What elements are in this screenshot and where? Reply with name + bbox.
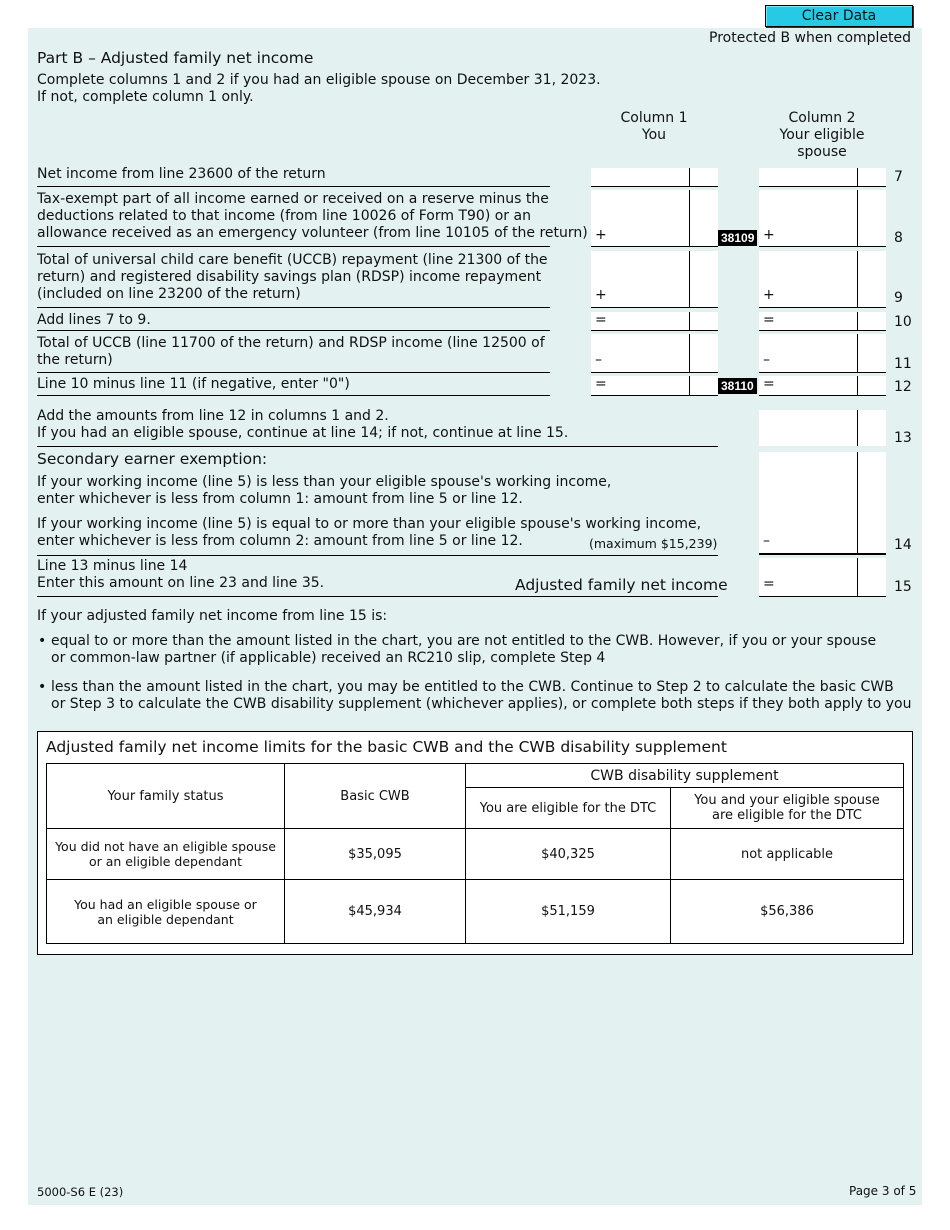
line-12-text: Line 10 minus line 11 (if negative, enter "0")	[37, 376, 350, 392]
row-2-status-line-2: an eligible dependant	[97, 911, 234, 927]
line-8-text-3: allowance received as an emergency volunteer (from line 10105 of the return)	[37, 225, 588, 241]
page-number: Page 3 of 5	[849, 1184, 917, 1198]
line-7-col2-input[interactable]	[759, 168, 886, 186]
header-dtc-both-line-1: You and your eligible spouse	[694, 793, 880, 808]
column-1-subtitle: You	[641, 127, 667, 143]
line-14-para-2a: If your working income (line 5) is equal to or more than your eligible spouse's working income,	[37, 516, 702, 532]
form-number: 5000-S6 E (23)	[37, 1185, 124, 1199]
table-row	[47, 880, 904, 944]
row-1-status-line-1: You did not have an eligible spouse	[55, 839, 276, 854]
intro-line-2: If not, complete column 1 only.	[37, 89, 254, 105]
bullet-1: •	[38, 633, 47, 649]
line-8-number: 8	[894, 230, 903, 246]
line-14-number: 14	[894, 537, 912, 553]
line-12-code: 38110	[718, 378, 757, 394]
row-2-basic: $45,934	[285, 880, 466, 944]
line-10-number: 10	[894, 314, 912, 330]
header-dtc-you: You are eligible for the DTC	[466, 788, 671, 829]
line-12-col1-input[interactable]	[591, 376, 718, 395]
line-15-symbol: =	[763, 576, 775, 592]
row-1-status-line-2: or an eligible dependant	[88, 854, 243, 869]
line-12-col2-symbol: =	[763, 376, 775, 392]
line-14-para-1a: If your working income (line 5) is less than your eligible spouse's working income,	[37, 474, 612, 490]
line-10-col1-symbol: =	[595, 312, 607, 328]
row-1-dtc-you: $40,325	[466, 829, 671, 880]
row-1-basic: $35,095	[285, 829, 466, 880]
line-9-text-2: return) and registered disability savings plan (RDSP) income repayment	[37, 269, 542, 285]
line-8-col2-symbol: +	[763, 227, 775, 243]
line-9-text-3: (included on line 23200 of the return)	[37, 286, 301, 302]
line-10-col2-symbol: =	[763, 312, 775, 328]
header-dtc-both-line-2: are eligible for the DTC	[712, 808, 862, 823]
line-11-col2-input[interactable]	[759, 334, 886, 372]
line-9-col2-input[interactable]	[759, 251, 886, 307]
line-10-text: Add lines 7 to 9.	[37, 312, 151, 328]
line-12-col2-input[interactable]	[759, 376, 886, 395]
line-14-symbol: –	[763, 533, 770, 549]
line-9-col1-symbol: +	[595, 287, 607, 303]
line-10-col2-input[interactable]	[759, 312, 886, 330]
line-13-text-2: If you had an eligible spouse, continue at line 14; if not, continue at line 15.	[37, 425, 569, 441]
line-12-col1-symbol: =	[595, 376, 607, 392]
line-14-para-1b: enter whichever is less from column 1: amount from line 5 or line 12.	[37, 491, 523, 507]
line-15-label: Adjusted family net income	[515, 576, 728, 594]
line-9-number: 9	[894, 290, 903, 306]
line-11-text-2: the return)	[37, 352, 113, 368]
line-14-input[interactable]	[759, 452, 886, 553]
bullet-1-line-2: or common-law partner (if applicable) received an RC210 slip, complete Step 4	[51, 650, 606, 666]
line-15-number: 15	[894, 579, 912, 595]
column-2-subtitle-2: spouse	[797, 144, 847, 160]
line-9-col2-symbol: +	[763, 287, 775, 303]
line-7-text: Net income from line 23600 of the return	[37, 166, 326, 182]
line-7-number: 7	[894, 169, 903, 185]
table-row	[47, 829, 904, 880]
clear-data-button[interactable]: Clear Data	[765, 5, 913, 27]
line-9-text-1: Total of universal child care benefit (UCCB) repayment (line 21300 of the	[37, 252, 548, 268]
column-1-title: Column 1	[620, 110, 688, 126]
part-title: Part B – Adjusted family net income	[37, 49, 314, 67]
line-8-col2-input[interactable]	[759, 190, 886, 246]
line-11-col1-input[interactable]	[591, 334, 718, 372]
row-2-dtc-you: $51,159	[466, 880, 671, 944]
bullet-2-line-1: less than the amount listed in the chart, you may be entitled to the CWB. Continue to Step 2 to calculate the basic CWB	[51, 679, 894, 695]
line-14-maximum: (maximum $15,239)	[589, 536, 718, 551]
line-7-col1-input[interactable]	[591, 168, 718, 186]
line-14-para-2b: enter whichever is less from column 2: amount from line 5 or line 12.	[37, 533, 523, 549]
row-1-dtc-both: not applicable	[671, 829, 904, 880]
line-9-col1-input[interactable]	[591, 251, 718, 307]
bullet-2: •	[38, 679, 47, 695]
line-8-code: 38109	[718, 230, 757, 246]
bullet-1-line-1: equal to or more than the amount listed in the chart, you are not entitled to the CWB. However, if you or your spouse	[51, 633, 877, 649]
line-13-text-1: Add the amounts from line 12 in columns 1 and 2.	[37, 408, 389, 424]
line-12-number: 12	[894, 379, 912, 395]
header-disability-supplement: CWB disability supplement	[466, 764, 904, 788]
row-2-dtc-both: $56,386	[671, 880, 904, 944]
line-10-col1-input[interactable]	[591, 312, 718, 330]
line-15-text-1: Line 13 minus line 14	[37, 558, 188, 574]
line-14-heading: Secondary earner exemption:	[37, 450, 268, 468]
row-1-status	[47, 829, 285, 880]
line-13-input[interactable]	[759, 410, 886, 446]
line-8-text-2: deductions related to that income (from line 10026 of Form T90) or an	[37, 208, 531, 224]
line-8-col1-symbol: +	[595, 227, 607, 243]
income-limits-table	[46, 763, 904, 944]
protected-label: Protected B when completed	[709, 30, 912, 46]
chart-title: Adjusted family net income limits for the basic CWB and the CWB disability supplement	[46, 738, 727, 756]
header-family-status: Your family status	[47, 764, 285, 829]
result-lead: If your adjusted family net income from line 15 is:	[37, 608, 388, 624]
line-11-col1-symbol: –	[595, 352, 602, 368]
line-11-col2-symbol: –	[763, 352, 770, 368]
line-15-text-2: Enter this amount on line 23 and line 35.	[37, 575, 325, 591]
line-8-col1-input[interactable]	[591, 190, 718, 246]
bullet-2-line-2: or Step 3 to calculate the CWB disability supplement (whichever applies), or complete both steps if they both apply to you	[51, 696, 912, 712]
intro-line-1: Complete columns 1 and 2 if you had an eligible spouse on December 31, 2023.	[37, 72, 601, 88]
line-15-input[interactable]	[759, 558, 886, 596]
header-dtc-both	[671, 788, 904, 829]
line-8-text-1: Tax-exempt part of all income earned or received on a reserve minus the	[37, 191, 549, 207]
column-2-subtitle-1: Your eligible	[779, 127, 865, 143]
line-13-number: 13	[894, 430, 912, 446]
row-2-status-line-1: You had an eligible spouse or	[74, 896, 257, 912]
row-2-status	[47, 880, 285, 944]
header-basic-cwb: Basic CWB	[285, 764, 466, 829]
line-11-number: 11	[894, 356, 912, 372]
column-2-title: Column 2	[788, 110, 856, 126]
line-11-text-1: Total of UCCB (line 11700 of the return) and RDSP income (line 12500 of	[37, 335, 545, 351]
